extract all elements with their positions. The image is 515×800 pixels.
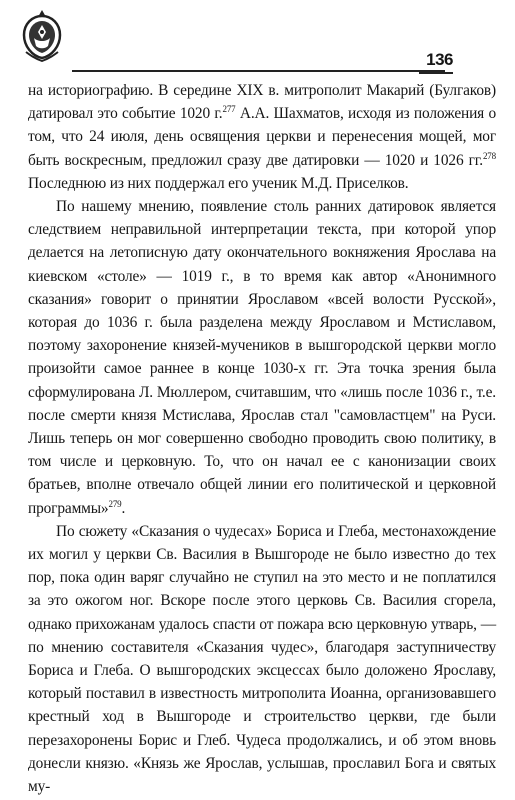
text-run: По сюжету «Сказания о чудесах» Бориса и Глеба, местонахождение их могил у церкви Св. Василия в Вышгороде не было известно до тех пор, пока один варяг случайно не ступил на это место и не поплатился за это ожогом ног. Вскоре после этого церковь Св. Василия сгорела, однако прихожанам удалось спасти от пожара всю церковную утварь, — по мнению составителя «Сказания чудес», благодаря заступничеству Бориса и Глеба. О вышгородских эксцессах было доложено Ярославу, который поставил в известность митрополита Иоанна, организовавшего крестный ход в Вышгороде и строительство церкви, где были перезахоронены Борис и Глеб. Чудеса продолжались, и об этом вновь донесли князю. «Князь же Ярослав, услышав, прославил Бога и святых му- bbox=[28, 522, 496, 796]
footnote-marker: 279 bbox=[108, 498, 122, 509]
page-number: 136 bbox=[426, 50, 453, 69]
page-number-underline bbox=[419, 72, 453, 74]
text-run: А.А. Шахматов, исходя из положения о том, что 24 июля, день освящения церкви и перенесения мощей, мог быть воскресным, предложил сразу две датировки — 1020 и 1026 гг. bbox=[28, 105, 496, 169]
text-run: на историографию. В середине XIX в. митрополит Макарий (Булгаков) датировал это событие 1020 г. bbox=[28, 82, 496, 123]
text-run: . bbox=[121, 499, 126, 517]
decorative-emblem-icon bbox=[20, 8, 64, 62]
header-rule bbox=[72, 70, 445, 72]
page-header bbox=[0, 0, 515, 90]
text-run: Последнюю из них поддержал его ученик М.Д. Приселков. bbox=[28, 174, 409, 192]
paragraph bbox=[28, 79, 496, 195]
paragraph bbox=[28, 195, 496, 520]
footnote-marker: 278 bbox=[482, 150, 496, 161]
text-run: По нашему мнению, появление столь ранних датировок является следствием неправильной интерпретации текста, при которой упор делается на летописную дату окончательного вокняжения Ярослава на киевском «столе» — 1019 г., в то время как автор «Анонимного сказания» говорит о принятии Ярославом «всей волости Русской», которая до 1036 г. была разделена между Ярославом и Мстиславом, поэтому захоронение князей-мучеников в вышгородской церкви могло произойти самое раннее в конце 1030-х гг. Эта точка зрения была сформулирована Л. Мюллером, считавшим, что «лишь после 1036 г., т.е. после смерти князя Мстислава, Ярослав стал "самовластцем" на Руси. Лишь теперь он мог совершенно свободно проводить свою политику, в том числе и церковную. То, что он начал ее с канонизации своих братьев, вполне отвечало общей линии его политической и церковной программы» bbox=[28, 198, 496, 517]
paragraph bbox=[28, 520, 496, 798]
footnote-marker: 277 bbox=[222, 104, 236, 115]
body-text bbox=[28, 79, 496, 798]
